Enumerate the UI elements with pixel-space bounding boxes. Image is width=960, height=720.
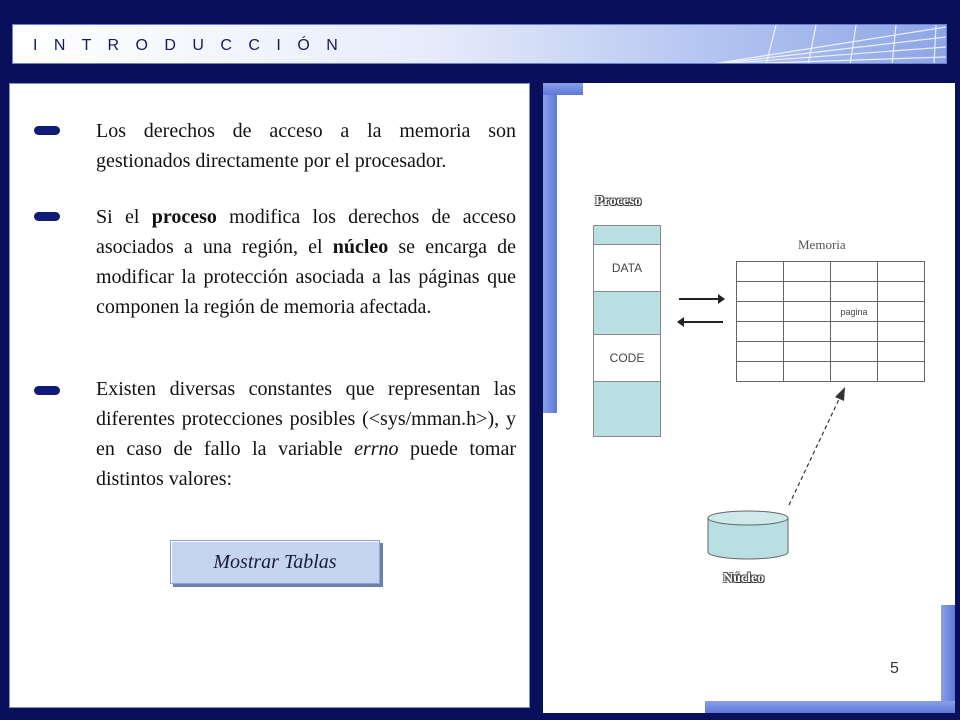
- dashed-arrow-icon: [783, 383, 853, 513]
- memory-table: [736, 261, 925, 382]
- p3-text-2: puede tomar distintos valores:: [96, 438, 517, 490]
- p2-text-1: Si el: [96, 206, 152, 228]
- diagram-panel: [543, 83, 955, 713]
- bullet-icon: [34, 386, 60, 395]
- corner-decoration: [543, 83, 583, 95]
- slide-title: I N T R O D U C C I Ó N: [33, 37, 344, 54]
- paragraph-3: [96, 374, 516, 494]
- memory-label: Memoria: [798, 237, 846, 252]
- p2-text-2: modifica los derechos de acceso asociados a una región, el: [96, 206, 516, 258]
- bullet-icon: [34, 126, 60, 135]
- arrow-right-icon: [679, 298, 719, 300]
- corner-decoration: [705, 701, 955, 713]
- p3-italic-errno: errno: [354, 438, 399, 460]
- segment-data: DATA: [594, 244, 660, 292]
- p2-bold-proceso: proceso: [151, 206, 217, 228]
- corner-decoration: [941, 605, 955, 713]
- p2-text-3: se encarga de modificar la protección asociada a las páginas que componen la región de memoria afectada.: [96, 236, 517, 318]
- paragraph-1: Los derechos de acceso a la memoria son gestionados directamente por el procesador.: [96, 120, 516, 172]
- bullet-icon: [34, 212, 60, 221]
- corner-decoration: [543, 83, 557, 413]
- kernel-label: Núcleo: [723, 571, 765, 586]
- p3-text-1: Existen diversas constantes que representan las diferentes protecciones posibles (<sys/mman.h>), y en caso de fallo la variable: [96, 378, 516, 460]
- process-label: Proceso: [595, 194, 642, 209]
- page-number: 5: [890, 660, 899, 677]
- title-grid-decoration: [646, 25, 946, 64]
- page-cell: pagina: [831, 302, 878, 322]
- show-tables-button[interactable]: Mostrar Tablas: [170, 540, 380, 584]
- process-memory-box: [593, 225, 661, 437]
- paragraph-2: [96, 202, 516, 322]
- arrow-left-icon: [683, 321, 723, 323]
- segment-code: CODE: [594, 334, 660, 382]
- text-panel: [9, 83, 530, 708]
- kernel-cylinder-icon: [707, 510, 789, 560]
- title-bar: [12, 24, 947, 64]
- p2-bold-nucleo: núcleo: [332, 236, 389, 258]
